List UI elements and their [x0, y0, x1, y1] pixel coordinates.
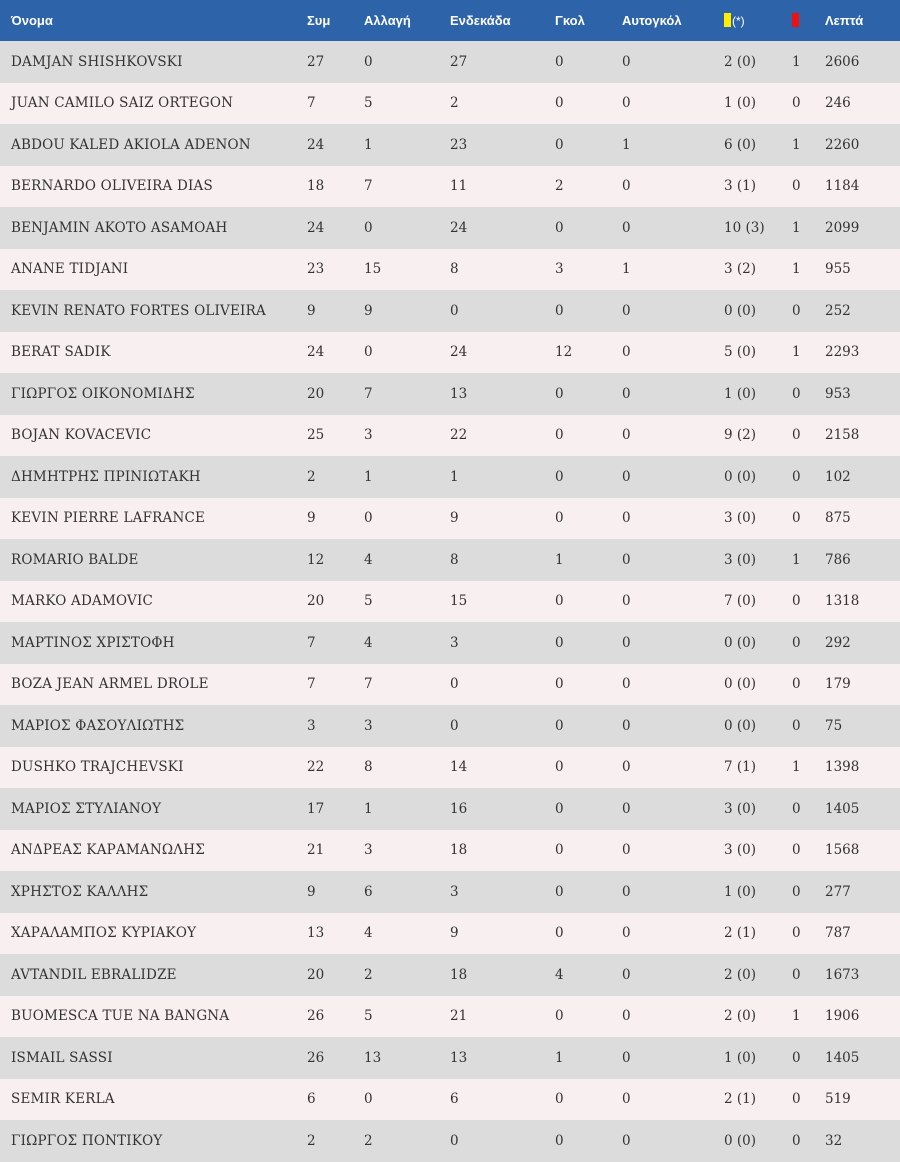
- player-name-cell[interactable]: ΜΑΡΤΙΝΟΣ ΧΡΙΣΤΟΦΗ: [11, 634, 175, 651]
- yellow-cards-cell: 6 (0): [724, 136, 757, 153]
- goals-cell: 0: [555, 593, 564, 610]
- red-cards-cell: 1: [792, 1008, 801, 1025]
- red-cards-cell: 0: [792, 800, 801, 817]
- starts-cell: 6: [450, 1091, 459, 1108]
- table-row: [0, 456, 900, 498]
- header-row: [0, 0, 900, 41]
- appearances-cell: 9: [307, 883, 316, 900]
- table-row: [0, 913, 900, 955]
- yellow-cards-cell: 0 (0): [724, 717, 757, 734]
- table-row: [0, 124, 900, 166]
- goals-cell: 12: [555, 344, 573, 361]
- table-row: [0, 954, 900, 996]
- appearances-cell: 7: [307, 95, 316, 112]
- minutes-cell: 1398: [825, 759, 860, 776]
- appearances-cell: 2: [307, 1132, 316, 1149]
- yellow-cards-cell: 2 (0): [724, 1008, 757, 1025]
- table-row: [0, 871, 900, 913]
- goals-cell: 0: [555, 385, 564, 402]
- starts-cell: 18: [450, 966, 468, 983]
- goals-cell: 0: [555, 302, 564, 319]
- substitutions-cell: 5: [364, 1008, 373, 1025]
- appearances-cell: 2: [307, 468, 316, 485]
- table-row: [0, 415, 900, 457]
- yellow-cards-cell: 5 (0): [724, 344, 757, 361]
- own-goals-cell: 0: [622, 1008, 631, 1025]
- red-cards-cell: 1: [792, 219, 801, 236]
- minutes-cell: 252: [825, 302, 851, 319]
- red-cards-cell: 0: [792, 427, 801, 444]
- goals-cell: 0: [555, 510, 564, 527]
- own-goals-cell: 0: [622, 883, 631, 900]
- player-name-cell[interactable]: ΓΙΩΡΓΟΣ ΠΟΝΤΙΚΟΥ: [11, 1132, 163, 1149]
- substitutions-cell: 3: [364, 842, 373, 859]
- yellow-cards-cell: 1 (0): [724, 95, 757, 112]
- table-row: [0, 1079, 900, 1121]
- goals-cell: 0: [555, 676, 564, 693]
- appearances-cell: 20: [307, 593, 325, 610]
- col-red-header[interactable]: [792, 0, 825, 41]
- yellow-cards-cell: 0 (0): [724, 302, 757, 319]
- substitutions-cell: 8: [364, 759, 373, 776]
- table-row: [0, 373, 900, 415]
- red-cards-cell: 0: [792, 634, 801, 651]
- own-goals-cell: 0: [622, 427, 631, 444]
- minutes-cell: 2260: [825, 136, 860, 153]
- starts-cell: 23: [450, 136, 468, 153]
- own-goals-cell: 0: [622, 759, 631, 776]
- red-cards-cell: 0: [792, 178, 801, 195]
- red-cards-cell: 0: [792, 842, 801, 859]
- own-goals-cell: 0: [622, 95, 631, 112]
- starts-cell: 24: [450, 344, 468, 361]
- red-cards-cell: 0: [792, 966, 801, 983]
- appearances-cell: 9: [307, 302, 316, 319]
- player-name-cell[interactable]: ΜΑΡΙΟΣ ΦΑΣΟΥΛΙΩΤΗΣ: [11, 717, 185, 734]
- player-name-cell[interactable]: ISMAIL SASSI: [11, 1049, 113, 1066]
- goals-cell: 3: [555, 261, 564, 278]
- own-goals-cell: 0: [622, 1049, 631, 1066]
- own-goals-cell: 0: [622, 510, 631, 527]
- yellow-note: (*): [732, 14, 745, 28]
- table-row: [0, 1120, 900, 1162]
- minutes-cell: 2606: [825, 53, 860, 70]
- starts-cell: 9: [450, 925, 459, 942]
- yellow-cards-cell: 1 (0): [724, 1049, 757, 1066]
- substitutions-cell: 2: [364, 1132, 373, 1149]
- yellow-cards-cell: 10 (3): [724, 219, 765, 236]
- table-row: [0, 332, 900, 374]
- col-goals-header[interactable]: Γκολ: [555, 13, 585, 28]
- appearances-cell: 26: [307, 1049, 325, 1066]
- minutes-cell: 875: [825, 510, 851, 527]
- starts-cell: 1: [450, 468, 459, 485]
- appearances-cell: 24: [307, 219, 325, 236]
- appearances-cell: 7: [307, 676, 316, 693]
- player-name-cell[interactable]: KEVIN RENATO FORTES OLIVEIRA: [11, 302, 266, 319]
- goals-cell: 0: [555, 1008, 564, 1025]
- substitutions-cell: 9: [364, 302, 373, 319]
- goals-cell: 0: [555, 925, 564, 942]
- minutes-cell: 786: [825, 551, 851, 568]
- col-own-goals-header[interactable]: Αυτογκόλ: [622, 13, 682, 28]
- minutes-cell: 1673: [825, 966, 860, 983]
- appearances-cell: 20: [307, 385, 325, 402]
- substitutions-cell: 4: [364, 551, 373, 568]
- appearances-cell: 7: [307, 634, 316, 651]
- col-apps-header[interactable]: Συμ: [307, 13, 331, 28]
- red-card-icon: [792, 13, 799, 27]
- yellow-cards-cell: 9 (2): [724, 427, 757, 444]
- table-row: [0, 996, 900, 1038]
- substitutions-cell: 2: [364, 966, 373, 983]
- appearances-cell: 24: [307, 344, 325, 361]
- appearances-cell: 25: [307, 427, 325, 444]
- substitutions-cell: 7: [364, 676, 373, 693]
- player-name-cell[interactable]: ROMARIO BALDE: [11, 551, 139, 568]
- player-name-cell[interactable]: ANANE TIDJANI: [11, 261, 129, 278]
- starts-cell: 8: [450, 551, 459, 568]
- starts-cell: 27: [450, 53, 468, 70]
- yellow-cards-cell: 3 (2): [724, 261, 757, 278]
- starts-cell: 13: [450, 1049, 468, 1066]
- red-cards-cell: 0: [792, 385, 801, 402]
- yellow-cards-cell: 0 (0): [724, 1132, 757, 1149]
- player-name-cell[interactable]: BERAT SADIK: [11, 344, 111, 361]
- minutes-cell: 955: [825, 261, 851, 278]
- substitutions-cell: 7: [364, 178, 373, 195]
- red-cards-cell: 0: [792, 883, 801, 900]
- minutes-cell: 953: [825, 385, 851, 402]
- red-cards-cell: 0: [792, 1091, 801, 1108]
- own-goals-cell: 1: [622, 136, 631, 153]
- minutes-cell: 102: [825, 468, 851, 485]
- minutes-cell: 179: [825, 676, 851, 693]
- appearances-cell: 23: [307, 261, 325, 278]
- appearances-cell: 13: [307, 925, 325, 942]
- yellow-cards-cell: 2 (0): [724, 53, 757, 70]
- goals-cell: 0: [555, 427, 564, 444]
- yellow-card-icon: [724, 13, 731, 27]
- goals-cell: 1: [555, 551, 564, 568]
- red-cards-cell: 1: [792, 759, 801, 776]
- yellow-cards-cell: 1 (0): [724, 385, 757, 402]
- starts-cell: 3: [450, 634, 459, 651]
- red-cards-cell: 0: [792, 925, 801, 942]
- red-cards-cell: 0: [792, 1049, 801, 1066]
- minutes-cell: 292: [825, 634, 851, 651]
- yellow-cards-cell: 0 (0): [724, 634, 757, 651]
- player-name-cell[interactable]: SEMIR KERLA: [11, 1091, 115, 1108]
- minutes-cell: 246: [825, 95, 851, 112]
- red-cards-cell: 0: [792, 95, 801, 112]
- own-goals-cell: 0: [622, 344, 631, 361]
- player-name-cell[interactable]: ΑΝΔΡΕΑΣ ΚΑΡΑΜΑΝΩΛΗΣ: [11, 842, 205, 859]
- red-cards-cell: 0: [792, 1132, 801, 1149]
- yellow-cards-cell: 0 (0): [724, 676, 757, 693]
- yellow-cards-cell: 3 (1): [724, 178, 757, 195]
- table-row: [0, 41, 900, 83]
- own-goals-cell: 0: [622, 800, 631, 817]
- player-name-cell[interactable]: ΧΡΗΣΤΟΣ ΚΑΛΛΗΣ: [11, 883, 149, 900]
- goals-cell: 4: [555, 966, 564, 983]
- yellow-cards-cell: 3 (0): [724, 842, 757, 859]
- minutes-cell: 277: [825, 883, 851, 900]
- minutes-cell: 32: [825, 1132, 843, 1149]
- table-row: [0, 1037, 900, 1079]
- table-row: [0, 705, 900, 747]
- starts-cell: 14: [450, 759, 468, 776]
- own-goals-cell: 0: [622, 842, 631, 859]
- player-name-cell[interactable]: ΔΗΜΗΤΡΗΣ ΠΡΙΝΙΩΤΑΚΗ: [11, 468, 201, 485]
- yellow-cards-cell: 7 (1): [724, 759, 757, 776]
- player-name-cell[interactable]: KEVIN PIERRE LAFRANCE: [11, 510, 206, 527]
- table-row: [0, 498, 900, 540]
- own-goals-cell: 0: [622, 925, 631, 942]
- own-goals-cell: 0: [622, 53, 631, 70]
- player-name-cell[interactable]: BOJAN KOVACEVIC: [11, 427, 152, 444]
- appearances-cell: 12: [307, 551, 325, 568]
- red-cards-cell: 0: [792, 302, 801, 319]
- minutes-cell: 1906: [825, 1008, 860, 1025]
- starts-cell: 13: [450, 385, 468, 402]
- goals-cell: 0: [555, 717, 564, 734]
- minutes-cell: 1184: [825, 178, 860, 195]
- player-name-cell[interactable]: JUAN CAMILO SAIZ ORTEGON: [11, 95, 234, 112]
- minutes-cell: 1318: [825, 593, 860, 610]
- own-goals-cell: 0: [622, 302, 631, 319]
- own-goals-cell: 0: [622, 1132, 631, 1149]
- starts-cell: 22: [450, 427, 468, 444]
- yellow-cards-cell: 7 (0): [724, 593, 757, 610]
- red-cards-cell: 1: [792, 136, 801, 153]
- yellow-cards-cell: 2 (1): [724, 1091, 757, 1108]
- substitutions-cell: 0: [364, 510, 373, 527]
- goals-cell: 0: [555, 53, 564, 70]
- starts-cell: 0: [450, 676, 459, 693]
- col-name-header[interactable]: Όνομα: [11, 13, 53, 28]
- appearances-cell: 24: [307, 136, 325, 153]
- appearances-cell: 27: [307, 53, 325, 70]
- goals-cell: 0: [555, 759, 564, 776]
- player-name-cell[interactable]: DUSHKO TRAJCHEVSKI: [11, 759, 184, 776]
- yellow-cards-cell: 2 (1): [724, 925, 757, 942]
- appearances-cell: 22: [307, 759, 325, 776]
- own-goals-cell: 0: [622, 966, 631, 983]
- minutes-cell: 75: [825, 717, 843, 734]
- substitutions-cell: 0: [364, 1091, 373, 1108]
- table-row: [0, 83, 900, 125]
- goals-cell: 1: [555, 1049, 564, 1066]
- player-name-cell[interactable]: BUOMESCA TUE NA BANGNA: [11, 1008, 230, 1025]
- minutes-cell: 2293: [825, 344, 860, 361]
- table-row: [0, 581, 900, 623]
- table-row: [0, 249, 900, 291]
- red-cards-cell: 1: [792, 551, 801, 568]
- table-row: [0, 166, 900, 208]
- player-name-cell[interactable]: BOZA JEAN ARMEL DROLE: [11, 676, 209, 693]
- goals-cell: 0: [555, 634, 564, 651]
- starts-cell: 16: [450, 800, 468, 817]
- starts-cell: 2: [450, 95, 459, 112]
- substitutions-cell: 1: [364, 468, 373, 485]
- yellow-cards-cell: 3 (0): [724, 510, 757, 527]
- own-goals-cell: 0: [622, 551, 631, 568]
- substitutions-cell: 13: [364, 1049, 382, 1066]
- own-goals-cell: 0: [622, 717, 631, 734]
- starts-cell: 15: [450, 593, 468, 610]
- minutes-cell: 1568: [825, 842, 860, 859]
- own-goals-cell: 1: [622, 261, 631, 278]
- goals-cell: 0: [555, 219, 564, 236]
- starts-cell: 0: [450, 1132, 459, 1149]
- minutes-cell: 2158: [825, 427, 860, 444]
- substitutions-cell: 0: [364, 53, 373, 70]
- appearances-cell: 17: [307, 800, 325, 817]
- starts-cell: 8: [450, 261, 459, 278]
- appearances-cell: 21: [307, 842, 325, 859]
- own-goals-cell: 0: [622, 178, 631, 195]
- col-starts-header[interactable]: Ενδεκάδα: [450, 13, 511, 28]
- red-cards-cell: 0: [792, 717, 801, 734]
- player-name-cell[interactable]: ABDOU KALED AKIOLA ADENON: [11, 136, 251, 153]
- table-row: [0, 664, 900, 706]
- player-name-cell[interactable]: ΧΑΡΑΛΑΜΠΟΣ ΚΥΡΙΑΚΟΥ: [11, 925, 197, 942]
- goals-cell: 0: [555, 468, 564, 485]
- minutes-cell: 2099: [825, 219, 860, 236]
- col-minutes-header[interactable]: Λεπτά: [825, 13, 864, 28]
- goals-cell: 0: [555, 1132, 564, 1149]
- own-goals-cell: 0: [622, 634, 631, 651]
- minutes-cell: 787: [825, 925, 851, 942]
- player-name-cell[interactable]: MARKO ADAMOVIC: [11, 593, 154, 610]
- player-name-cell[interactable]: DAMJAN SHISHKOVSKI: [11, 53, 183, 70]
- player-name-cell[interactable]: ΜΑΡΙΟΣ ΣΤΥΛΙΑΝΟΥ: [11, 800, 162, 817]
- table-row: [0, 207, 900, 249]
- minutes-cell: 1405: [825, 800, 860, 817]
- starts-cell: 11: [450, 178, 468, 195]
- starts-cell: 3: [450, 883, 459, 900]
- goals-cell: 0: [555, 800, 564, 817]
- own-goals-cell: 0: [622, 219, 631, 236]
- starts-cell: 18: [450, 842, 468, 859]
- table-row: [0, 747, 900, 789]
- goals-cell: 0: [555, 95, 564, 112]
- goals-cell: 0: [555, 1091, 564, 1108]
- goals-cell: 2: [555, 178, 564, 195]
- player-name-cell[interactable]: ΓΙΩΡΓΟΣ ΟΙΚΟΝΟΜΙΔΗΣ: [11, 385, 195, 402]
- yellow-cards-cell: 3 (0): [724, 551, 757, 568]
- substitutions-cell: 5: [364, 593, 373, 610]
- substitutions-cell: 5: [364, 95, 373, 112]
- player-name-cell[interactable]: BENJAMIN AKOTO ASAMOAH: [11, 219, 228, 236]
- red-cards-cell: 1: [792, 344, 801, 361]
- own-goals-cell: 0: [622, 593, 631, 610]
- appearances-cell: 20: [307, 966, 325, 983]
- goals-cell: 0: [555, 883, 564, 900]
- substitutions-cell: 3: [364, 427, 373, 444]
- red-cards-cell: 1: [792, 53, 801, 70]
- table-row: [0, 622, 900, 664]
- col-yellow-header[interactable]: [724, 0, 792, 41]
- substitutions-cell: 1: [364, 136, 373, 153]
- substitutions-cell: 0: [364, 219, 373, 236]
- table-row: [0, 830, 900, 872]
- starts-cell: 9: [450, 510, 459, 527]
- table-row: [0, 539, 900, 581]
- player-name-cell[interactable]: AVTANDIL EBRALIDZE: [11, 966, 177, 983]
- substitutions-cell: 1: [364, 800, 373, 817]
- starts-cell: 0: [450, 302, 459, 319]
- starts-cell: 21: [450, 1008, 468, 1025]
- appearances-cell: 3: [307, 717, 316, 734]
- substitutions-cell: 0: [364, 344, 373, 361]
- table-row: [0, 788, 900, 830]
- appearances-cell: 6: [307, 1091, 316, 1108]
- red-cards-cell: 0: [792, 676, 801, 693]
- table-row: [0, 290, 900, 332]
- goals-cell: 0: [555, 136, 564, 153]
- minutes-cell: 1405: [825, 1049, 860, 1066]
- red-cards-cell: 0: [792, 593, 801, 610]
- yellow-cards-cell: 0 (0): [724, 468, 757, 485]
- own-goals-cell: 0: [622, 676, 631, 693]
- substitutions-cell: 3: [364, 717, 373, 734]
- col-subs-header[interactable]: Αλλαγή: [364, 13, 411, 28]
- red-cards-cell: 0: [792, 510, 801, 527]
- red-cards-cell: 0: [792, 468, 801, 485]
- own-goals-cell: 0: [622, 468, 631, 485]
- goals-cell: 0: [555, 842, 564, 859]
- red-cards-cell: 1: [792, 261, 801, 278]
- minutes-cell: 519: [825, 1091, 851, 1108]
- player-name-cell[interactable]: BERNARDO OLIVEIRA DIAS: [11, 178, 213, 195]
- substitutions-cell: 4: [364, 925, 373, 942]
- substitutions-cell: 6: [364, 883, 373, 900]
- substitutions-cell: 4: [364, 634, 373, 651]
- own-goals-cell: 0: [622, 1091, 631, 1108]
- starts-cell: 0: [450, 717, 459, 734]
- own-goals-cell: 0: [622, 385, 631, 402]
- yellow-cards-cell: 2 (0): [724, 966, 757, 983]
- substitutions-cell: 7: [364, 385, 373, 402]
- yellow-cards-cell: 1 (0): [724, 883, 757, 900]
- table-body: [0, 41, 900, 1162]
- appearances-cell: 18: [307, 178, 325, 195]
- substitutions-cell: 15: [364, 261, 382, 278]
- starts-cell: 24: [450, 219, 468, 236]
- yellow-cards-cell: 3 (0): [724, 800, 757, 817]
- appearances-cell: 26: [307, 1008, 325, 1025]
- appearances-cell: 9: [307, 510, 316, 527]
